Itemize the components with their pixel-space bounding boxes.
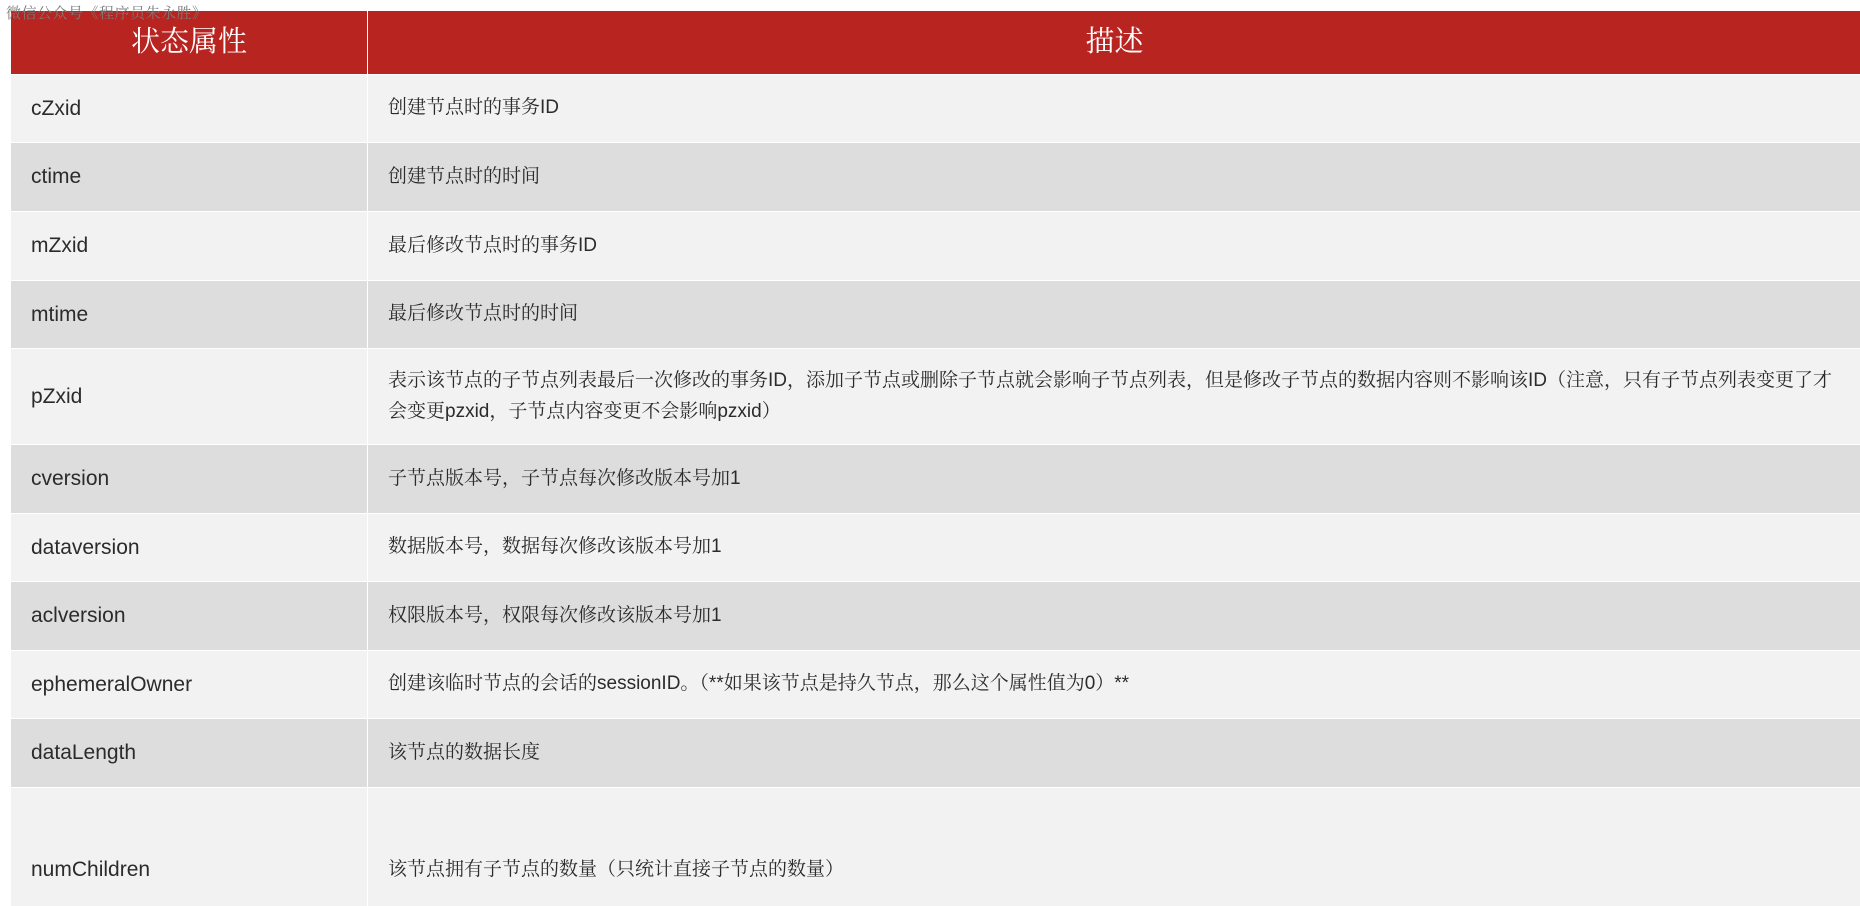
cell-description: 创建该临时节点的会话的sessionID。（**如果该节点是持久节点，那么这个属性值为0）** — [368, 650, 1860, 719]
table-header-row — [11, 11, 1860, 75]
header-cell-attribute: 状态属性 — [11, 11, 368, 75]
table-row — [11, 582, 1860, 651]
cell-attribute: dataversion — [11, 513, 368, 582]
table-body — [11, 74, 1860, 906]
table-row — [11, 74, 1860, 143]
table-row — [11, 349, 1860, 445]
watermark-text: 微信公众号《程序员朱永胜》 — [6, 5, 208, 22]
cell-attribute: cZxid — [11, 74, 368, 143]
table-row — [11, 211, 1860, 280]
table-row — [11, 280, 1860, 349]
cell-attribute: dataLength — [11, 719, 368, 788]
cell-description: 创建节点时的时间 — [368, 143, 1860, 212]
cell-description: 最后修改节点时的时间 — [368, 280, 1860, 349]
cell-attribute: cversion — [11, 444, 368, 513]
table-row — [11, 444, 1860, 513]
cell-description: 表示该节点的子节点列表最后一次修改的事务ID，添加子节点或删除子节点就会影响子节点列表，但是修改子节点的数据内容则不影响该ID（注意，只有子节点列表变更了才会变更pzxid，子节点内容变更不会影响pzxid） — [368, 349, 1860, 445]
table-header — [11, 11, 1860, 75]
znode-stat-table — [10, 10, 1860, 906]
cell-description: 创建节点时的事务ID — [368, 74, 1860, 143]
cell-attribute: pZxid — [11, 349, 368, 445]
cell-description: 子节点版本号，子节点每次修改版本号加1 — [368, 444, 1860, 513]
cell-attribute: numChildren — [11, 787, 368, 906]
cell-attribute: mZxid — [11, 211, 368, 280]
cell-description: 该节点拥有子节点的数量（只统计直接子节点的数量） — [368, 787, 1860, 906]
table-row — [11, 650, 1860, 719]
cell-description: 最后修改节点时的事务ID — [368, 211, 1860, 280]
table-row — [11, 719, 1860, 788]
cell-attribute: ephemeralOwner — [11, 650, 368, 719]
cell-attribute: mtime — [11, 280, 368, 349]
cell-description: 该节点的数据长度 — [368, 719, 1860, 788]
cell-description: 权限版本号，权限每次修改该版本号加1 — [368, 582, 1860, 651]
header-cell-description: 描述 — [368, 11, 1860, 75]
table-row — [11, 143, 1860, 212]
cell-attribute: aclversion — [11, 582, 368, 651]
cell-description: 数据版本号，数据每次修改该版本号加1 — [368, 513, 1860, 582]
table-row — [11, 787, 1860, 906]
cell-attribute: ctime — [11, 143, 368, 212]
table-row — [11, 513, 1860, 582]
